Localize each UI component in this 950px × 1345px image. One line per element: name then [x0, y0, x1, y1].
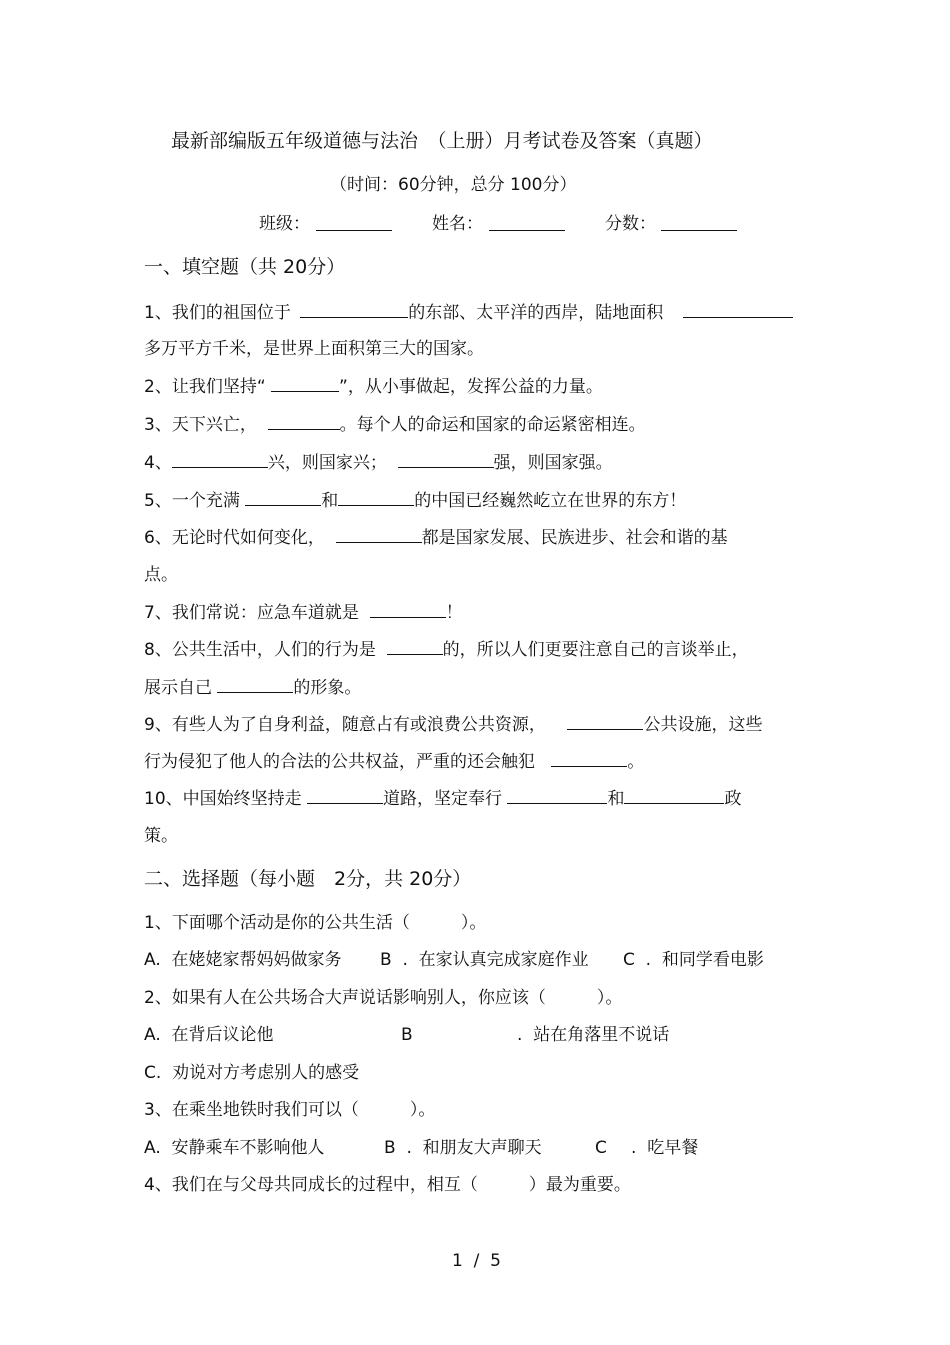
choice-option[interactable]: B . 和朋友大声聊天: [384, 1138, 542, 1158]
answer-blank[interactable]: [398, 451, 494, 468]
choice-option[interactable]: . 站在角落里不说话: [517, 1025, 670, 1045]
question-text: 1、我们的祖国位于 的东部、太平洋的西岸，陆地面积: [144, 301, 793, 324]
exam-subtitle: （时间：60分钟，总分 100分）: [330, 175, 577, 195]
question-text: 7、我们常说：应急车道就是 ！: [144, 603, 463, 623]
choice-option[interactable]: C . 和同学看电影: [623, 950, 764, 970]
question-text: 行为侵犯了他人的合法的公共权益，严重的还会触犯 。: [144, 752, 645, 772]
choice-option[interactable]: B: [401, 1025, 413, 1045]
choice-question-stem: 2、如果有人在公共场合大声说话影响别人，你应该（ ）。: [144, 988, 623, 1008]
answer-blank[interactable]: [300, 301, 408, 318]
answer-blank[interactable]: [387, 638, 443, 655]
question-text: 点。: [144, 565, 178, 585]
answer-blank[interactable]: [338, 489, 414, 506]
answer-blank[interactable]: [624, 787, 724, 804]
name-field-blank[interactable]: [489, 214, 565, 231]
section-heading-choice: 二、选择题（每小题 2分，共 20分）: [144, 868, 472, 890]
answer-blank[interactable]: [271, 375, 339, 392]
question-text: 10、中国始终坚持走 道路，坚定奉行 和 政: [144, 789, 742, 809]
choice-question-stem: 4、我们在与父母共同成长的过程中，相互（ ）最为重要。: [144, 1175, 631, 1195]
answer-blank[interactable]: [370, 601, 446, 618]
answer-blank[interactable]: [683, 301, 793, 318]
answer-blank[interactable]: [307, 787, 383, 804]
answer-blank[interactable]: [268, 413, 340, 430]
choice-option[interactable]: A. 在姥姥家帮妈妈做家务: [144, 950, 342, 970]
question-text: 6、无论时代如何变化， 都是国家发展、民族进步、社会和谐的基: [144, 528, 728, 548]
question-text: 策。: [144, 826, 178, 846]
question-text: 多万平方千米，是世界上面积第三大的国家。: [144, 339, 484, 359]
question-text: 展示自己 的形象。: [144, 678, 362, 698]
choice-question-stem: 3、在乘坐地铁时我们可以（ ）。: [144, 1100, 436, 1120]
section-heading-fill-in: 一、填空题（共 20分）: [144, 256, 346, 278]
choice-option[interactable]: . 吃早餐: [631, 1138, 699, 1158]
answer-blank[interactable]: [217, 676, 293, 693]
question-text: 3、天下兴亡， 。每个人的命运和国家的命运紧密相连。: [144, 415, 646, 435]
answer-blank[interactable]: [551, 750, 627, 767]
score-field-blank[interactable]: [661, 214, 737, 231]
question-text: 5、一个充满 和 的中国已经巍然屹立在世界的东方！: [144, 491, 687, 511]
choice-option[interactable]: A. 在背后议论他: [144, 1025, 274, 1045]
class-field-blank[interactable]: [316, 214, 392, 231]
answer-blank[interactable]: [567, 713, 643, 730]
answer-blank[interactable]: [507, 787, 607, 804]
answer-blank[interactable]: [172, 451, 268, 468]
answer-blank[interactable]: [336, 526, 422, 543]
choice-option[interactable]: B . 在家认真完成家庭作业: [380, 950, 589, 970]
page-title: 最新部编版五年级道德与法治 （上册）月考试卷及答案（真题）: [171, 130, 713, 152]
answer-blank[interactable]: [245, 489, 321, 506]
question-text: 4、 兴，则国家兴； 强，则国家强。: [144, 453, 613, 473]
choice-question-stem: 1、下面哪个活动是你的公共生活（ ）。: [144, 913, 487, 933]
name-field-label: 姓名：: [432, 214, 483, 234]
class-field-label: 班级：: [259, 214, 310, 234]
choice-option[interactable]: A. 安静乘车不影响他人: [144, 1138, 325, 1158]
choice-option[interactable]: C: [595, 1138, 607, 1158]
question-text: 9、有些人为了自身利益，随意占有或浪费公共资源， 公共设施，这些: [144, 715, 763, 735]
page-number: 1 / 5: [452, 1251, 501, 1271]
question-text: 8、公共生活中，人们的行为是 的，所以人们更要注意自己的言谈举止，: [144, 640, 749, 660]
score-field-label: 分数：: [605, 214, 656, 234]
question-text: 2、让我们坚持“ ”，从小事做起，发挥公益的力量。: [144, 377, 603, 397]
choice-option[interactable]: C. 劝说对方考虑别人的感受: [144, 1063, 360, 1083]
